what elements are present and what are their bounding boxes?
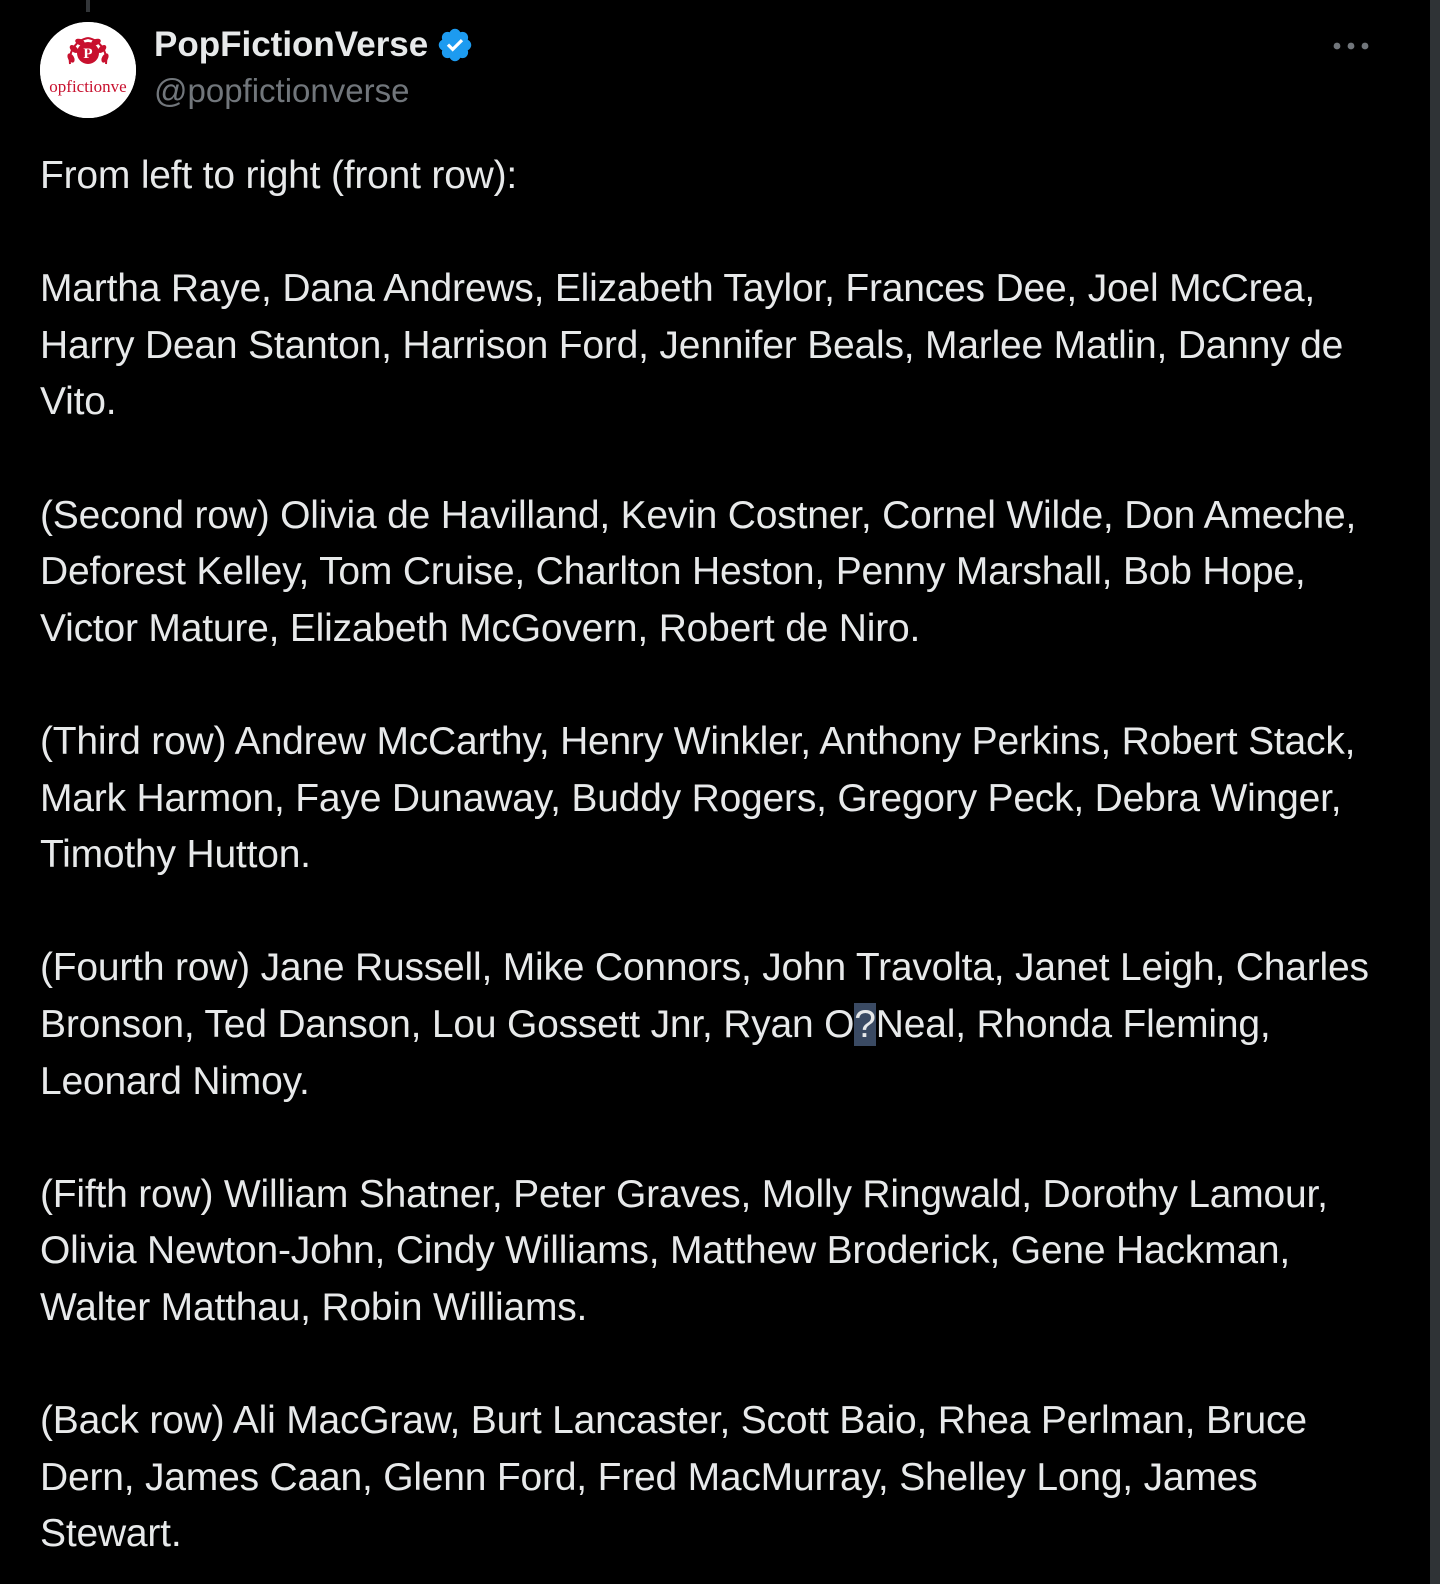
post-paragraph-fourth-row: [40, 940, 1390, 1110]
svg-text:opfictionve: opfictionve: [49, 77, 127, 96]
more-horizontal-icon[interactable]: [1330, 36, 1372, 56]
scrollbar-track[interactable]: [1430, 0, 1440, 1584]
unknown-character-highlight: ?: [854, 1002, 876, 1046]
author-name-row: [154, 22, 474, 68]
avatar[interactable]: [40, 22, 136, 118]
svg-text:P: P: [83, 46, 93, 62]
post-paragraph-second-row: (Second row) Olivia de Havilland, Kevin Costner, Cornel Wilde, Don Ameche, Deforest Kelley, Tom Cruise, Charlton Heston, Penny Marshall, Bob Hope, Victor Mature, Elizabeth McGovern, Robert de Niro.: [40, 493, 1357, 650]
author-handle[interactable]: @popfictionverse: [154, 72, 410, 109]
post-header: [154, 22, 474, 110]
verified-badge-icon[interactable]: [436, 26, 474, 64]
avatar-logo: [40, 22, 136, 118]
author-display-name[interactable]: PopFictionVerse: [154, 25, 429, 64]
post-paragraph-third-row: (Third row) Andrew McCarthy, Henry Winkler, Anthony Perkins, Robert Stack, Mark Harmon, Faye Dunaway, Buddy Rogers, Gregory Peck, Debra Winger, Timothy Hutton.: [40, 719, 1356, 877]
post-paragraph-fifth-row: (Fifth row) William Shatner, Peter Graves, Molly Ringwald, Dorothy Lamour, Olivia Newton-John, Cindy Williams, Matthew Broderick, Gene Hackman, Walter Matthau, Robin Williams.: [40, 1172, 1328, 1329]
post-text: [40, 148, 1390, 1563]
fourth-row-text-start: (Fourth row) Jane Russell, Mike Connors, John Travolta, Janet Leigh, Charles Bronson, Ted Danson, Lou Gossett Jnr, Ryan O: [40, 946, 1369, 1046]
post-paragraph-intro: From left to right (front row):: [40, 154, 518, 197]
post-paragraph-front-row: Martha Raye, Dana Andrews, Elizabeth Taylor, Frances Dee, Joel McCrea, Harry Dean Stanton, Harrison Ford, Jennifer Beals, Marlee Matlin, Danny de Vito.: [40, 267, 1344, 424]
fourth-row-text-end: Neal, Rhonda Fleming, Leonard Nimoy.: [40, 1002, 1271, 1103]
post-paragraph-back-row: (Back row) Ali MacGraw, Burt Lancaster, Scott Baio, Rhea Perlman, Bruce Dern, James Caan, Glenn Ford, Fred MacMurray, Shelley Long, James Stewart.: [40, 1399, 1307, 1556]
